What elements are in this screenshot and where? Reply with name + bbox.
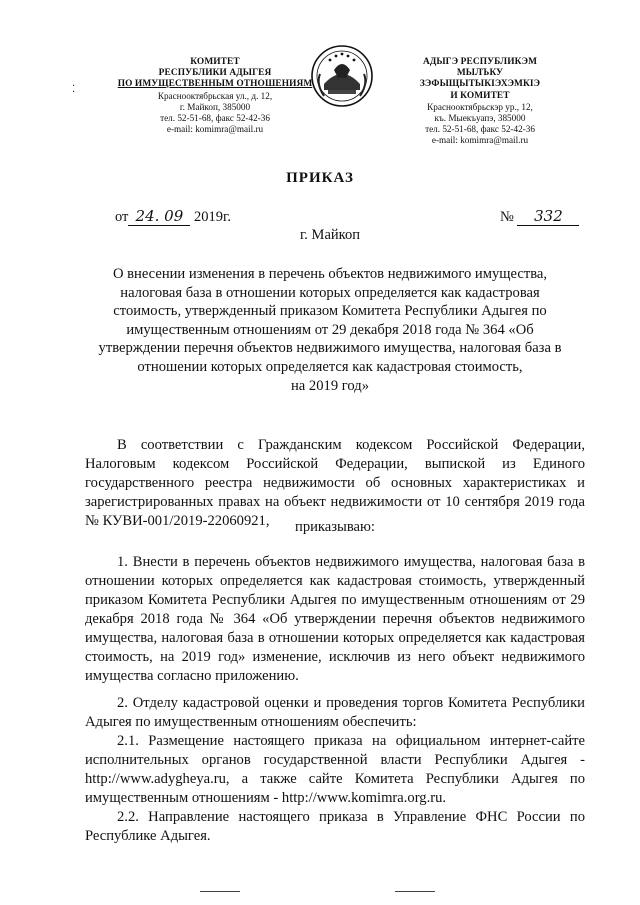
org-name-line1: КОМИТЕТ (190, 57, 240, 67)
subject-line: налоговая база в отношении которых определяется как кадастровая (120, 284, 540, 301)
org-ady-address: Краснооктябрьскэр ур., 12, (427, 101, 533, 112)
order-item-2: 2. Отделу кадастровой оценки и проведения торгов Комитета Республики Адыгея по имущественным отношениям обеспечить: (85, 695, 585, 730)
org-phone: тел. 52-51-68, факс 52-42-36 (160, 113, 270, 124)
org-name-ady-line1: АДЫГЭ РЕСПУБЛИКЭМ (422, 57, 538, 67)
coat-of-arms-icon (310, 44, 374, 108)
org-ady-email: e-mail: komimra@mail.ru (431, 135, 529, 146)
org-city: г. Майкоп, 385000 (179, 101, 251, 112)
subject-line: на 2019 год» (291, 377, 369, 394)
date-handwritten: 24. 09 (128, 207, 190, 226)
margin-mark: ⁚ (72, 84, 76, 95)
order-item-1: 1. Внести в перечень объектов недвижимого имущества, налоговая база в отношении которых определяется как кадастровая стоимость, утвержденный приказом Комитета Республики Адыгея по имущественным отношениям от 29 декабря 2018 года № 364 «Об утверждении перечня объектов недвижимого имущества, налоговая база в отношении которых определяется как кадастровая стоимость, на 2019 год» изменение, исключив из него объект недвижимого имущества согласно приложению. (85, 554, 585, 684)
date-prefix: от (115, 209, 129, 225)
order-number (500, 207, 579, 226)
org-name-ady-line2: МЫЛЪКУ ЗЭФЫЩЫТЫКIЭХЭМКIЭ (419, 68, 541, 90)
order-word: приказываю: (295, 519, 375, 535)
order-city: г. Майкоп (300, 227, 360, 243)
org-ady-phone: тел. 52-51-68, факс 52-42-36 (425, 124, 535, 135)
header-left (100, 57, 330, 135)
order-item-2-2: 2.2. Направление настоящего приказа в Управление ФНС России по Республике Адыгея. (85, 809, 585, 844)
number-prefix: № (500, 209, 514, 225)
org-name-ady-line3: И КОМИТЕТ (450, 90, 510, 101)
org-name-line2: РЕСПУБЛИКИ АДЫГЕЯ (158, 68, 272, 79)
subject-line: отношении которых определяется как кадастровая стоимость, (137, 358, 523, 375)
number-handwritten: 332 (517, 207, 579, 226)
org-address: Красноoктябрьская ул., д. 12, (157, 90, 273, 101)
org-ady-city: къ. Мыекъуапэ, 385000 (434, 113, 526, 124)
preamble-paragraph: В соответствии с Гражданским кодексом Российской Федерации, Налоговым кодексом Российской Федерации, выпиской из Единого государственного реестра недвижимости об основных характеристиках и зарегистрированных правах на объект недвижимости от 10 сентября 2019 года № КУВИ-001/2019-22060921, (85, 437, 585, 529)
footer-rule (395, 891, 435, 892)
org-email: e-mail: komimra@mail.ru (166, 124, 264, 135)
subject-line: О внесении изменения в перечень объектов недвижимого имущества, (112, 266, 548, 282)
order-date (115, 207, 231, 226)
order-subject (95, 265, 565, 395)
footer-rule (200, 891, 240, 892)
subject-line: утверждении перечня объектов недвижимого имущества, налоговая база в (98, 340, 562, 357)
org-name-line3: ПО ИМУЩЕСТВЕННЫМ ОТНОШЕНИЯМ (117, 79, 313, 90)
date-suffix: 2019г. (194, 209, 231, 225)
subject-line: стоимость, утвержденный приказом Комитета Республики Адыгея по (113, 303, 547, 320)
document-title: ПРИКАЗ (286, 170, 354, 186)
subject-line: имущественным отношениям от 29 декабря 2018 года № 364 «Об (126, 321, 534, 338)
header-right (405, 57, 555, 147)
order-item-2-1: 2.1. Размещение настоящего приказа на официальном интернет-сайте исполнительных органов государственной власти Республики Адыгея - http://www.adygheya.ru, а также сайте Комитета Республики Адыгея по имущественным отношениям - http://www.komimra.org.ru. (85, 733, 585, 806)
